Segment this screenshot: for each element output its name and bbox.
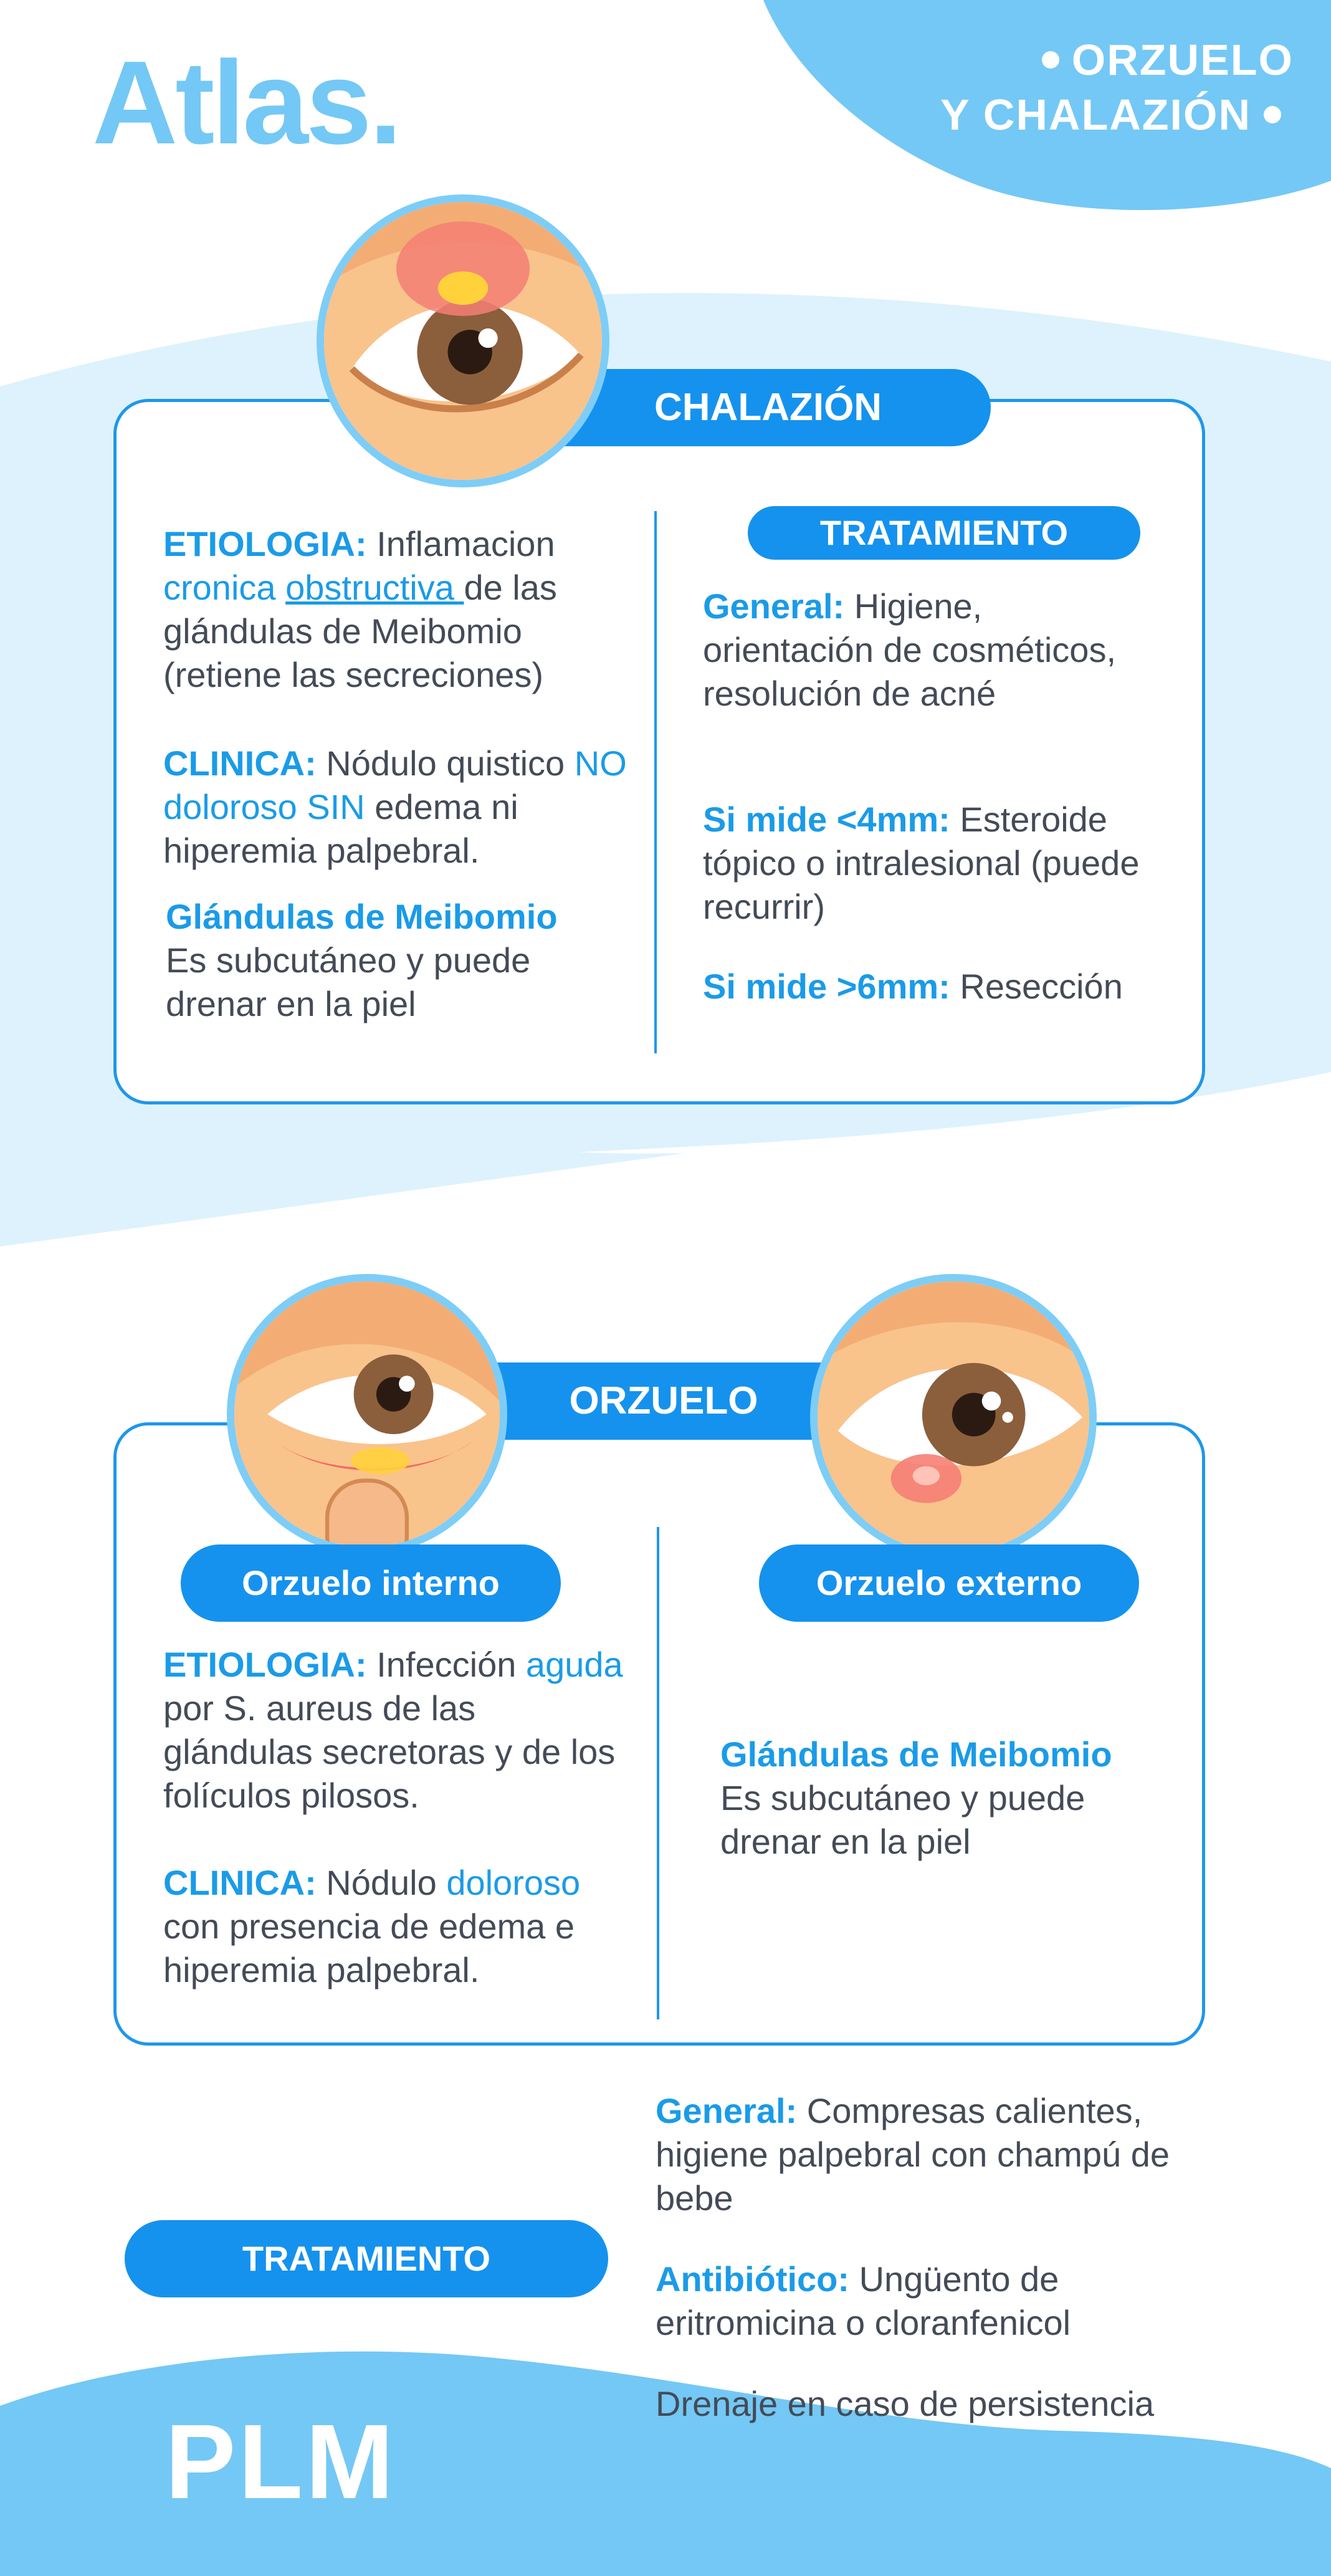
orzuelo-general-label: General: (656, 2091, 798, 2130)
orzuelo-etiologia-label: ETIOLOGIA: (163, 1645, 367, 1684)
chalazion-title: CHALAZIÓN (561, 369, 991, 446)
orzuelo-glandulas-text: Es subcutáneo y puede drenar en la piel (720, 1778, 1085, 1861)
orzuelo-interno-title: Orzuelo interno (181, 1544, 561, 1622)
clinica-text-1: Nódulo quistico (316, 744, 575, 783)
orzuelo-tratamiento-antibiotico (656, 2258, 1191, 2345)
orzuelo-etiologia-text-1: Infección (366, 1645, 526, 1684)
orzuelo-glandulas-label: Glándulas de Meibomio (720, 1735, 1112, 1774)
topic-line-2: Y CHALAZIÓN (940, 90, 1251, 139)
orzuelo-interno-clinica (163, 1861, 637, 1992)
mayor6-text: Resección (950, 967, 1123, 1006)
orzuelo-tratamiento-title: TRATAMIENTO (125, 2220, 608, 2297)
chalazion-divider (654, 511, 657, 1053)
orzuelo-tratamiento-general (656, 2089, 1204, 2220)
topic-title (940, 32, 1294, 142)
antibiotico-label: Antibiótico: (656, 2259, 850, 2299)
orzuelo-externo-title: Orzuelo externo (759, 1544, 1139, 1622)
chalazion-eye-image (317, 194, 609, 487)
orzuelo-interno-etiologia (163, 1643, 624, 1817)
brand-logo: Atlas. (92, 37, 400, 169)
orzuelo-general-text: Compresas calientes, higiene palpebral con champú de bebe (656, 2091, 1170, 2218)
clinica-text-2: edema ni hiperemia palpebral. (163, 787, 518, 870)
chalazion-glandulas (166, 895, 639, 1026)
topic-line-1: ORZUELO (1071, 36, 1294, 84)
bullet-icon (1042, 51, 1059, 69)
etiologia-text-1: Inflamacion (366, 524, 555, 563)
chalazion-tratamiento-title: TRATAMIENTO (748, 506, 1140, 560)
orzuelo-clinica-label: CLINICA: (163, 1863, 317, 1902)
orzuelo-clinica-text-1: Nódulo (316, 1863, 447, 1902)
orzuelo-externo-glandulas (720, 1733, 1157, 1864)
orzuelo-tratamiento-drenaje: Drenaje en caso de persistencia (656, 2384, 1155, 2423)
general-label: General: (703, 587, 845, 626)
chalazion-tratamiento-menor4 (703, 798, 1164, 929)
orzuelo-interno-eye-image (227, 1274, 507, 1554)
etiologia-label: ETIOLOGIA: (163, 524, 367, 563)
menor4-label: Si mide <4mm: (703, 800, 950, 839)
etiologia-text-2: de las glándulas de Meibomio (retiene las secreciones) (163, 568, 557, 694)
mayor6-label: Si mide >6mm: (703, 967, 950, 1006)
etiologia-space (276, 568, 286, 607)
chalazion-etiologia (163, 522, 637, 697)
orzuelo-etiologia-text-2: por S. aureus de las glándulas secretoras y de los folículos pilosos. (163, 1688, 616, 1815)
orzuelo-clinica-doloroso: doloroso (446, 1863, 581, 1902)
bullet-icon (1264, 106, 1281, 123)
antibiotico-text: Ungüento de eritromicina o cloranfenicol (656, 2259, 1071, 2342)
etiologia-cronica: cronica (163, 568, 276, 607)
chalazion-clinica (163, 742, 637, 873)
menor4-text: Esteroide tópico o intralesional (puede recurrir) (703, 800, 1140, 926)
general-text: Higiene, orientación de cosméticos, resolución de acné (703, 587, 1117, 713)
clinica-highlight: NO doloroso SIN (163, 744, 627, 826)
glandulas-label: Glándulas de Meibomio (166, 897, 558, 936)
clinica-label: CLINICA: (163, 744, 317, 783)
chalazion-tratamiento-general (703, 585, 1158, 716)
plm-logo: PLM (165, 2403, 396, 2521)
orzuelo-etiologia-aguda: aguda (525, 1645, 623, 1684)
glandulas-text: Es subcutáneo y puede drenar en la piel (166, 941, 531, 1023)
orzuelo-clinica-text-2: con presencia de edema e hiperemia palpebral. (163, 1907, 575, 1989)
orzuelo-title: ORZUELO (480, 1362, 847, 1440)
chalazion-tratamiento-mayor6 (703, 965, 1176, 1008)
orzuelo-divider (657, 1527, 659, 2019)
orzuelo-externo-eye-image (810, 1274, 1097, 1561)
etiologia-obstructiva: obstructiva (285, 568, 464, 607)
